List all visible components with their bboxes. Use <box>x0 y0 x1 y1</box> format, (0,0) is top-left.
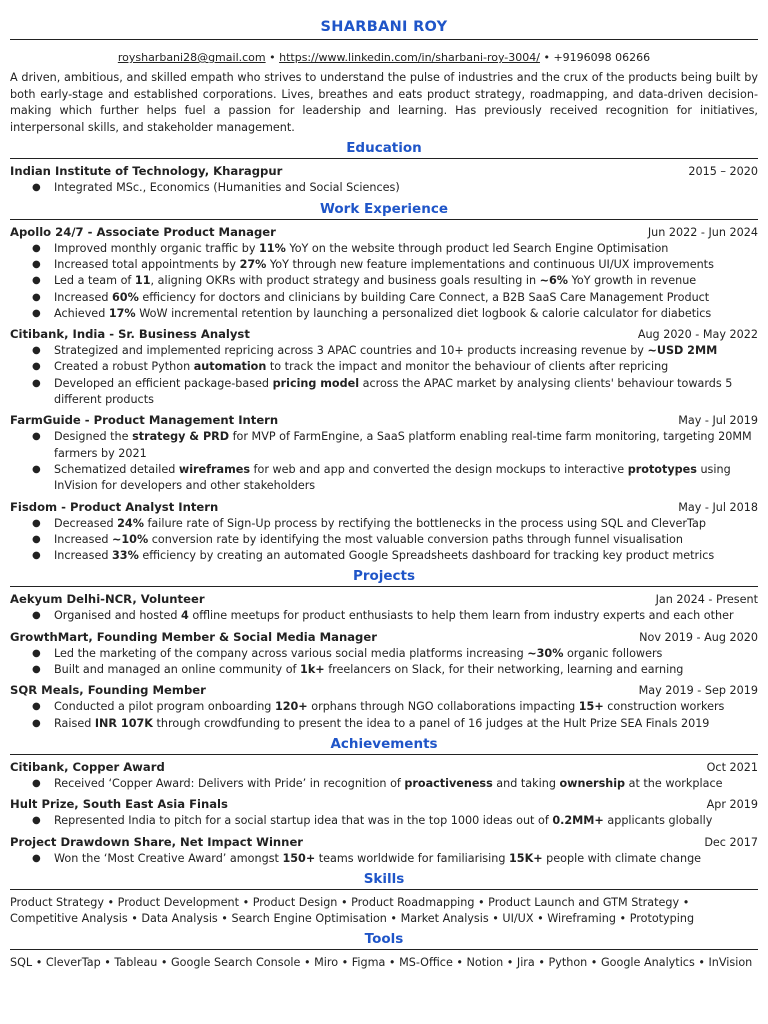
bullet-highlight: ~30% <box>527 646 564 660</box>
section-divider <box>10 158 758 159</box>
skills-list: Product Strategy • Product Development • Product Design • Product Roadmapping • Product Launch and GTM Strategy • Competitive Analysis • Data Analysis • Search Engine Optimisation • Market Analysis • UI/UX • Wireframing • Prototyping <box>10 895 695 926</box>
bullet-text: YoY growth in revenue <box>567 274 697 288</box>
bullet-dot-icon: ● <box>32 533 41 545</box>
bullet-list <box>10 343 758 408</box>
entry-header <box>10 796 758 813</box>
bullet-item <box>10 662 758 678</box>
contact-separator: • <box>539 51 554 64</box>
bullet-item <box>10 180 758 196</box>
bullet-highlight: 0.2MM+ <box>552 814 604 828</box>
bullet-item <box>10 290 758 306</box>
bullet-highlight: automation <box>193 360 267 374</box>
entry-header <box>10 163 758 180</box>
bullet-item <box>10 462 758 495</box>
summary-paragraph: A driven, ambitious, and skilled empath who strives to understand the pulse of industries and the crux of the products being built by both early-stage and established corporations. Lives, breathes and eats product strategy, roadmapping, and data-driven decision-making which further helps fuel a passion for leadership and learning. Has previously received recognition for initiatives, interpersonal skills, and stakeholder management. <box>10 71 758 134</box>
section-divider <box>10 754 758 755</box>
bullet-text: organic followers <box>563 646 663 660</box>
bullet-text: Decreased <box>54 516 118 530</box>
bullet-dot-icon: ● <box>32 610 41 622</box>
bullet-item <box>10 851 758 867</box>
bullet-dot-icon: ● <box>32 258 41 270</box>
bullet-dot-icon: ● <box>32 517 41 529</box>
entry-title: Project Drawdown Share, Net Impact Winner <box>10 834 304 849</box>
bullet-dot-icon: ● <box>32 852 41 864</box>
bullet-text: conversion rate by identifying the most valuable conversion paths through funnel visualisation <box>148 532 683 546</box>
entry-date: Apr 2019 <box>706 798 758 812</box>
bullet-item <box>10 608 758 624</box>
bullet-text: Built and managed an online community of <box>54 663 301 677</box>
entry-title: Indian Institute of Technology, Kharagpur <box>10 164 283 179</box>
bullet-highlight: 24% <box>117 516 144 530</box>
tools-section <box>10 930 758 971</box>
bullet-text: freelancers on Slack, for their networking, learning and earning <box>324 663 684 677</box>
bullet-item <box>10 776 758 792</box>
entry-date: May - Jul 2019 <box>678 414 758 428</box>
entry-title: Hult Prize, South East Asia Finals <box>10 797 228 812</box>
bullet-item <box>10 548 758 564</box>
entry-header <box>10 629 758 646</box>
entry-header <box>10 499 758 516</box>
bullet-highlight: proactiveness <box>404 776 493 790</box>
bullet-text: Schematized detailed <box>54 462 179 476</box>
bullet-highlight: ~USD 2MM <box>647 344 718 358</box>
bullet-item <box>10 532 758 548</box>
bullet-dot-icon: ● <box>32 307 41 319</box>
bullet-dot-icon: ● <box>32 463 41 475</box>
bullet-text: Increased total appointments by <box>54 257 240 271</box>
entry-header <box>10 759 758 776</box>
bullet-highlight: prototypes <box>627 462 697 476</box>
bullet-highlight: 17% <box>108 306 136 320</box>
contact-separator: • <box>265 51 280 64</box>
entry-date: 2015 – 2020 <box>688 165 758 179</box>
bullet-highlight: strategy & PRD <box>132 430 230 444</box>
experience-section <box>10 200 758 565</box>
bullet-highlight: 33% <box>112 549 139 563</box>
entry-header <box>10 591 758 608</box>
bullet-highlight: ~10% <box>112 532 149 546</box>
bullet-highlight: 15+ <box>578 700 604 714</box>
bullet-text: Led the marketing of the company across various social media platforms increasing <box>54 646 528 660</box>
tools-list: SQL • CleverTap • Tableau • Google Search Console • Miro • Figma • MS-Office • Notion • Jira • Python • Google Analytics • InVision <box>10 956 753 970</box>
bullet-dot-icon: ● <box>32 242 41 254</box>
bullet-list <box>10 516 758 565</box>
bullet-item <box>10 241 758 257</box>
bullet-dot-icon: ● <box>32 291 41 303</box>
candidate-name: SHARBANI ROY <box>320 19 448 35</box>
section-title-skills: Skills <box>363 870 405 887</box>
bullet-list <box>10 776 758 792</box>
linkedin-link[interactable]: https://www.linkedin.com/in/sharbani-roy-3004/ <box>279 51 540 64</box>
bullet-highlight: ownership <box>559 776 626 790</box>
bullet-dot-icon: ● <box>32 717 41 729</box>
bullet-dot-icon: ● <box>32 815 41 827</box>
entry-header <box>10 326 758 343</box>
section-title-tools: Tools <box>364 931 404 948</box>
entry-date: Nov 2019 - Aug 2020 <box>639 630 758 644</box>
section-title-projects: Projects <box>352 568 416 585</box>
bullet-text: efficiency by creating an automated Google Spreadsheets dashboard for tracking key product metrics <box>138 549 715 563</box>
bullet-text: applicants globally <box>603 814 713 828</box>
bullet-item <box>10 516 758 532</box>
bullet-text: Increased <box>54 290 113 304</box>
bullet-text: Received ‘Copper Award: Delivers with Pride’ in recognition of <box>54 776 405 790</box>
entry-header <box>10 412 758 429</box>
bullet-highlight: 150+ <box>282 851 316 865</box>
entry-title: Citibank, India - Sr. Business Analyst <box>10 327 250 342</box>
bullet-highlight: 120+ <box>274 700 308 714</box>
education-section <box>10 139 758 196</box>
bullet-list <box>10 608 758 624</box>
bullet-dot-icon: ● <box>32 361 41 373</box>
bullet-text: Achieved <box>54 306 109 320</box>
bullet-dot-icon: ● <box>32 377 41 389</box>
section-divider <box>10 219 758 220</box>
entry-date: May - Jul 2018 <box>678 500 758 514</box>
bullet-text: to track the impact and monitor the behaviour of clients after repricing <box>266 360 669 374</box>
phone-number: +9196098 06266 <box>553 51 651 64</box>
bullet-text: Integrated MSc., Economics (Humanities and Social Sciences) <box>54 181 400 195</box>
entry-header <box>10 224 758 241</box>
bullet-text: Organised and hosted <box>54 609 182 623</box>
bullet-text: for MVP of FarmEngine, a SaaS platform enabling real-time farm monitoring, targeting 20MM farmers by 2021 <box>54 430 752 460</box>
bullet-text: offline meetups for product enthusiasts to help them learn from industry experts and each other <box>188 609 734 623</box>
bullet-text: and taking <box>492 776 560 790</box>
bullet-dot-icon: ● <box>32 550 41 562</box>
bullet-list <box>10 429 758 494</box>
bullet-text: YoY on the website through product led Search Engine Optimisation <box>285 241 669 255</box>
bullet-item <box>10 306 758 322</box>
entry-title: Apollo 24/7 - Associate Product Manager <box>10 224 276 239</box>
bullet-dot-icon: ● <box>32 664 41 676</box>
bullet-list <box>10 180 758 196</box>
section-title-experience: Work Experience <box>320 200 448 217</box>
entry-header <box>10 682 758 699</box>
bullet-dot-icon: ● <box>32 647 41 659</box>
bullet-text: people with climate change <box>542 851 702 865</box>
bullet-item <box>10 273 758 289</box>
bullet-dot-icon: ● <box>32 345 41 357</box>
bullet-highlight: 4 <box>181 609 189 623</box>
bullet-text: construction workers <box>603 700 725 714</box>
bullet-dot-icon: ● <box>32 275 41 287</box>
bullet-highlight: 11 <box>134 274 151 288</box>
bullet-item <box>10 646 758 662</box>
bullet-list <box>10 813 758 829</box>
bullet-text: efficiency for doctors and clinicians by building Care Connect, a B2B SaaS Care Management Product <box>138 290 710 304</box>
section-title-education: Education <box>346 140 422 157</box>
bullet-text: across the APAC market by analysing clients' behaviour towards 5 different products <box>54 376 733 407</box>
bullet-text: YoY through new feature implementations and continuous UI/UX improvements <box>266 257 714 271</box>
contact-line <box>10 50 758 65</box>
header-divider <box>10 39 758 40</box>
bullet-text: teams worldwide for familiarising <box>315 851 509 865</box>
bullet-text: Conducted a pilot program onboarding <box>54 700 275 714</box>
entry-date: Jun 2022 - Jun 2024 <box>647 225 758 239</box>
bullet-text: Increased <box>54 549 113 563</box>
projects-section <box>10 567 758 731</box>
bullet-text: WoW incremental retention by launching a personalized diet logbook & calorie calculator for diabetics <box>135 306 712 320</box>
bullet-highlight: pricing model <box>272 376 360 390</box>
bullet-text: Raised <box>54 716 95 730</box>
bullet-highlight: 15K+ <box>509 851 543 865</box>
email-link[interactable]: roysharbani28@gmail.com <box>117 51 266 64</box>
entry-header <box>10 834 758 851</box>
bullet-text: at the workplace <box>625 776 723 790</box>
section-title-achievements: Achievements <box>330 735 438 752</box>
bullet-text: , aligning OKRs with product strategy and business goals resulting in <box>150 274 540 288</box>
entry-date: Aug 2020 - May 2022 <box>637 328 758 342</box>
bullet-item <box>10 429 758 462</box>
bullet-highlight: 27% <box>239 257 267 271</box>
bullet-text: Increased <box>54 532 113 546</box>
entry-date: Jan 2024 - Present <box>655 593 758 607</box>
bullet-item <box>10 257 758 273</box>
bullet-text: Designed the <box>54 430 133 444</box>
bullet-list <box>10 646 758 679</box>
section-divider <box>10 949 758 950</box>
entry-title: GrowthMart, Founding Member & Social Media Manager <box>10 629 377 644</box>
bullet-dot-icon: ● <box>32 777 41 789</box>
bullet-list <box>10 851 758 867</box>
entry-date: May 2019 - Sep 2019 <box>638 684 758 698</box>
bullet-text: through crowdfunding to present the idea to a panel of 16 judges at the Hult Prize SEA Finals 2019 <box>152 716 710 730</box>
entry-title: Fisdom - Product Analyst Intern <box>10 499 219 514</box>
bullet-dot-icon: ● <box>32 701 41 713</box>
section-divider <box>10 889 758 890</box>
entry-title: FarmGuide - Product Management Intern <box>10 413 279 428</box>
bullet-item <box>10 359 758 375</box>
entry-title: SQR Meals, Founding Member <box>10 683 206 698</box>
bullet-item <box>10 716 758 732</box>
bullet-text: for web and app and converted the design mockups to interactive <box>250 462 628 476</box>
bullet-dot-icon: ● <box>32 431 41 443</box>
skills-section <box>10 870 758 928</box>
bullet-text: Led a team of <box>54 274 135 288</box>
bullet-highlight: ~6% <box>539 274 568 288</box>
bullet-text: Improved monthly organic traffic by <box>54 241 260 255</box>
bullet-text: Represented India to pitch for a social startup idea that was in the top 1000 ideas out of <box>54 814 553 828</box>
entry-title: Citibank, Copper Award <box>10 759 165 774</box>
bullet-item <box>10 813 758 829</box>
bullet-text: failure rate of Sign-Up process by rectifying the bottlenecks in the process using SQL and CleverTap <box>143 516 706 530</box>
bullet-text: Developed an efficient package-based <box>54 376 273 390</box>
bullet-dot-icon: ● <box>32 182 41 194</box>
achievements-section <box>10 735 758 867</box>
bullet-highlight: 1k+ <box>300 663 325 677</box>
bullet-highlight: 60% <box>112 290 139 304</box>
bullet-text: Created a robust Python <box>54 360 194 374</box>
bullet-list <box>10 241 758 322</box>
entry-title: Aekyum Delhi-NCR, Volunteer <box>10 592 205 607</box>
bullet-item <box>10 699 758 715</box>
entry-date: Oct 2021 <box>706 760 758 774</box>
bullet-text: using InVision for developers and other stakeholders <box>54 462 731 493</box>
bullet-item <box>10 376 758 409</box>
bullet-highlight: wireframes <box>178 462 250 476</box>
bullet-list <box>10 699 758 732</box>
bullet-item <box>10 343 758 359</box>
bullet-highlight: INR 107K <box>94 716 153 730</box>
section-divider <box>10 586 758 587</box>
bullet-text: Won the ‘Most Creative Award’ amongst <box>54 851 283 865</box>
bullet-text: orphans through NGO collaborations impacting <box>307 700 579 714</box>
bullet-text: Strategized and implemented repricing across 3 APAC countries and 10+ products increasing revenue by <box>54 344 648 358</box>
entry-date: Dec 2017 <box>704 835 758 849</box>
bullet-highlight: 11% <box>259 241 286 255</box>
